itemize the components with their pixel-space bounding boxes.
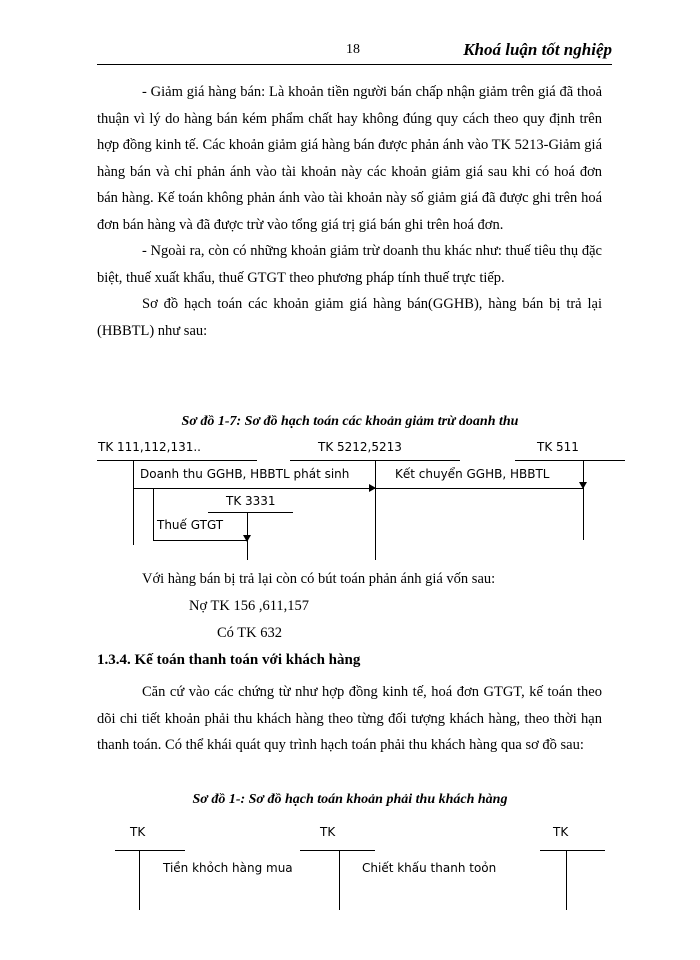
- diagram1-flow-transfer: Kết chuyển GGHB, HBBTL: [395, 467, 550, 481]
- diagram1-account-sub: TK 3331: [226, 494, 276, 508]
- diagram2-stem-mid: [339, 850, 340, 910]
- diagram2-stem-right: [566, 850, 567, 910]
- diagram2-rule-right: [540, 850, 605, 851]
- diagram2-flow-discount: Chiết khấu thanh toỏn: [362, 861, 497, 875]
- diagram2-title: Sơ đồ 1-: Sơ đồ hạch toán khoản phải thu khách hàng: [192, 792, 508, 807]
- paragraph-receivables: Căn cứ vào các chứng từ như hợp đồng kinh tế, hoá đơn GTGT, kế toán theo dõi chi tiết khoản phải thu khách hàng theo từng đối tượng khách hàng, theo thời hạn thanh toán. Có thể khái quát quy trình hạch toán phải thu khách hàng qua sơ đồ sau:: [97, 684, 602, 753]
- page-number: 18: [346, 42, 360, 57]
- paragraph-other-deductions: - Ngoài ra, còn có những khoản giảm trừ doanh thu khác như: thuế tiêu thụ đặc biệt, thuế xuất khẩu, thuế GTGT theo phương pháp tính thuế trực tiếp.: [97, 243, 602, 286]
- diagram2-account-right: TK: [553, 825, 569, 839]
- section-heading: 1.3.4. Kế toán thanh toán với khách hàng: [97, 652, 361, 668]
- return-note: Với hàng bán bị trả lại còn có bút toán phản ánh giá vốn sau:: [142, 571, 496, 587]
- diagram1-flow-revenue: Doanh thu GGHB, HBBTL phát sinh: [140, 467, 350, 481]
- diagram2-account-left: TK: [130, 825, 146, 839]
- diagram2-rule-mid: [300, 850, 375, 851]
- diagram1-account-left: TK 111,112,131..: [98, 440, 201, 454]
- diagram1-flow-vat: Thuế GTGT: [157, 518, 224, 532]
- diagram1-account-mid: TK 5212,5213: [318, 440, 402, 454]
- paragraph-sales-discount: - Giảm giá hàng bán: Là khoản tiền người bán chấp nhận giảm trên giá đã thoả thuận vì lý do hàng bán kém phẩm chất hay không đúng quy cách theo quy định trên hợp đồng kinh tế. Các khoản giảm giá hàng bán được phản ánh vào TK 5213-Giảm giá hàng bán và chỉ phản ánh vào tài khoản này các khoản giảm giá sau khi có hoá đơn bán hàng. Kế toán không phản ánh vào tài khoản này số giảm giá đã được ghi trên hoá đơn bán hàng và đã được trừ vào tổng giá trị giá bán ghi trên hoá đơn.: [97, 84, 602, 233]
- diagram1-account-right: TK 511: [537, 440, 579, 454]
- diagram1-title: Sơ đồ 1-7: Sơ đồ hạch toán các khoản giảm trừ doanh thu: [181, 414, 519, 429]
- journal-entry-debit: Nợ TK 156 ,611,157: [189, 598, 310, 614]
- paragraph-diagram-intro: Sơ đồ hạch toán các khoản giảm giá hàng bán(GGHB), hàng bán bị trả lại (HBBTL) như sau:: [97, 296, 602, 339]
- diagram2-account-mid: TK: [320, 825, 336, 839]
- diagram2-flow-payment: Tiền khỏch hàng mua: [163, 861, 293, 875]
- header-title: Khoá luận tốt nghiệp: [463, 40, 612, 59]
- journal-entry-credit: Có TK 632: [217, 625, 282, 641]
- diagram2-stem-left: [139, 850, 140, 910]
- diagram2-rule-left: [115, 850, 185, 851]
